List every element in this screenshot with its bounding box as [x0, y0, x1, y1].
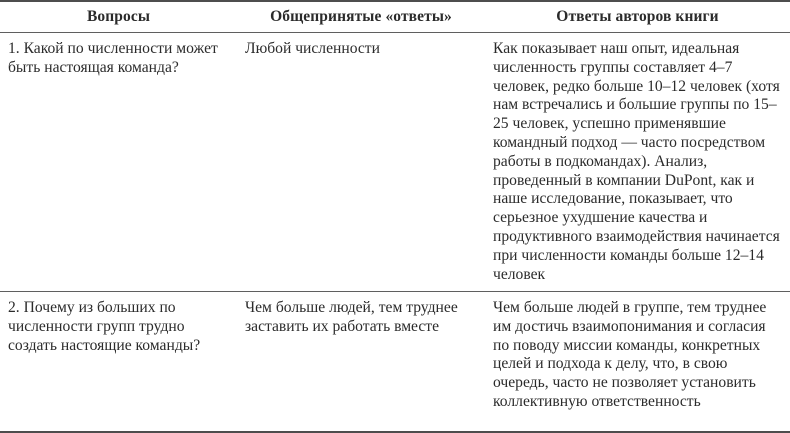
table-row — [0, 33, 790, 292]
column-header-authors-answers: Ответы авторов книги — [556, 8, 719, 25]
authors-answer-cell: Чем больше людей в группе, тем труднее им достичь взаимопонимания и согласия по поводу миссии команды, конкретных целей и подхода к делу, что, в свою очередь, часто не позволяет установить коллективную ответственность — [493, 299, 767, 410]
authors-answer-cell: Как показывает наш опыт, идеальная численность группы составляет 4–7 человек, редко больше 10–12 человек (хотя нам встречались и большие группы по 15–25 человек, успешно применявшие командный подход — часто посредством работы в подкомандах). Анализ, проведенный в компании DuPont, как и наше исследование, показывает, что серьезное ухудшение качества и продуктивного взаимодействия начинается при численности команды больше 12–14 человек — [493, 40, 780, 283]
table-row — [0, 292, 790, 431]
column-header-common-answers: Общепринятые «ответы» — [270, 8, 452, 25]
column-header-questions: Вопросы — [86, 8, 151, 25]
table-header-row — [0, 2, 790, 33]
common-answer-cell: Чем больше людей, тем труднее заставить их работать вместе — [245, 299, 458, 335]
question-cell: 1. Какой по численности может быть настоящая команда? — [8, 40, 218, 76]
question-cell: 2. Почему из больших по численности групп трудно создать настоящие команды? — [8, 299, 201, 354]
common-answer-cell: Любой численности — [245, 40, 380, 57]
